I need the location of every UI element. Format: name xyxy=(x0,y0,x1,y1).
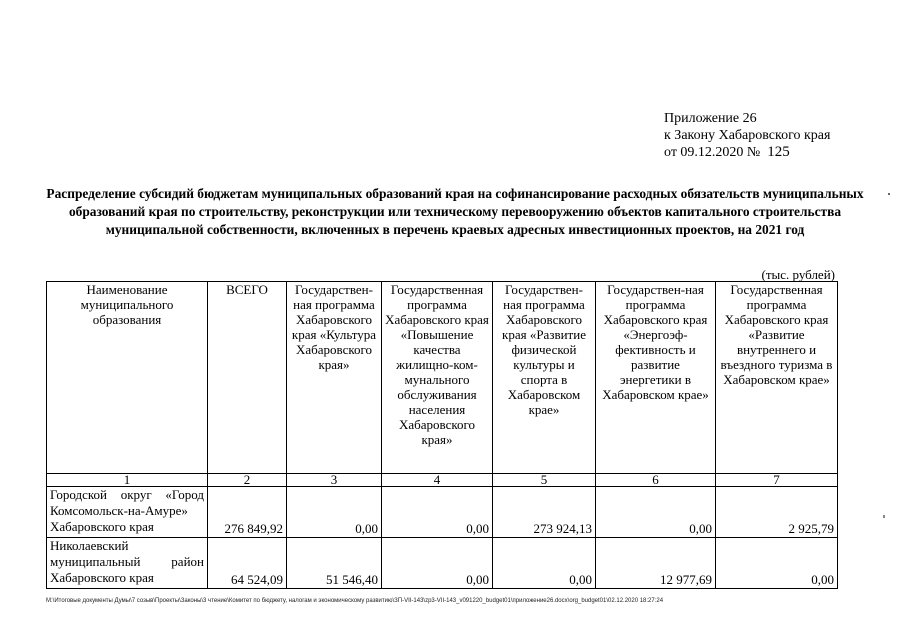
value-housing: 0,00 xyxy=(382,487,493,538)
value-housing: 0,00 xyxy=(382,538,493,589)
column-number: 6 xyxy=(596,474,716,487)
column-number: 7 xyxy=(716,474,838,487)
column-number: 5 xyxy=(493,474,596,487)
column-number-row xyxy=(47,474,838,487)
header-energy: Государствен-ная программа Хабаровского края «Энергоэф-фективность и развитие энергетики в Хабаровском крае» xyxy=(596,282,716,474)
value-sport: 0,00 xyxy=(493,538,596,589)
value-tourism: 0,00 xyxy=(716,538,838,589)
header-culture: Государствен-ная программа Хабаровского края «Культура Хабаровского края» xyxy=(287,282,382,474)
column-number: 4 xyxy=(382,474,493,487)
column-number: 1 xyxy=(47,474,208,487)
table-row xyxy=(47,538,838,589)
header-name: Наименование муниципального образования xyxy=(47,282,208,474)
units-label: (тыс. рублей) xyxy=(761,267,835,282)
value-culture: 0,00 xyxy=(287,487,382,538)
table-row xyxy=(47,487,838,538)
scan-speck xyxy=(883,515,885,518)
appendix-number: 125 xyxy=(767,144,790,160)
file-path-footer: М:\Итоговые документы Думы\7 созыв\Проекты\Законы\3 чтение\Комитет по бюджету, налогам и экономическому развитию\ЗП-VII-143\zp3-VII-143_v091220_budget01\приложение26.docx\org_budget01\02.12.2020 18:27:24 xyxy=(46,598,664,604)
value-sport: 273 924,13 xyxy=(493,487,596,538)
value-energy: 12 977,69 xyxy=(596,538,716,589)
header-housing: Государственная программа Хабаровского края «Повышение качества жилищно-ком-мунального обслуживания населения Хабаровского края» xyxy=(382,282,493,474)
appendix-line-1: Приложение 26 xyxy=(664,111,757,126)
subsidy-table xyxy=(46,281,838,589)
header-sport: Государствен-ная программа Хабаровского края «Развитие физической культуры и спорта в Хабаровском крае» xyxy=(493,282,596,474)
value-total: 64 524,09 xyxy=(208,538,287,589)
header-tourism: Государственная программа Хабаровского края «Развитие внутреннего и въездного туризма в Хабаровском крае» xyxy=(716,282,838,474)
municipality-name: Городской округ «Город Комсомольск-на-Амуре» Хабаровского края xyxy=(47,487,208,538)
value-total: 276 849,92 xyxy=(208,487,287,538)
value-culture: 51 546,40 xyxy=(287,538,382,589)
column-number: 3 xyxy=(287,474,382,487)
header-total: ВСЕГО xyxy=(208,282,287,474)
document-title: Распределение субсидий бюджетам муниципальных образований края на софинансирование расходных обязательств муниципальных образований края по строительству, реконструкции или техническому перевооружению объектов капитального строительства муниципальной собственности, включенных в перечень краевых адресных инвестиционных проектов, на 2021 год xyxy=(46,186,864,237)
appendix-block xyxy=(664,110,830,161)
municipality-name: Николаевский муниципальный район Хабаровского края xyxy=(47,538,208,589)
scan-speck xyxy=(888,193,890,195)
table-header-row xyxy=(47,282,838,474)
appendix-date: от 09.12.2020 № xyxy=(664,145,761,160)
value-energy: 0,00 xyxy=(596,487,716,538)
appendix-line-3 xyxy=(664,144,830,161)
column-number: 2 xyxy=(208,474,287,487)
value-tourism: 2 925,79 xyxy=(716,487,838,538)
appendix-line-2: к Закону Хабаровского края xyxy=(664,128,831,143)
